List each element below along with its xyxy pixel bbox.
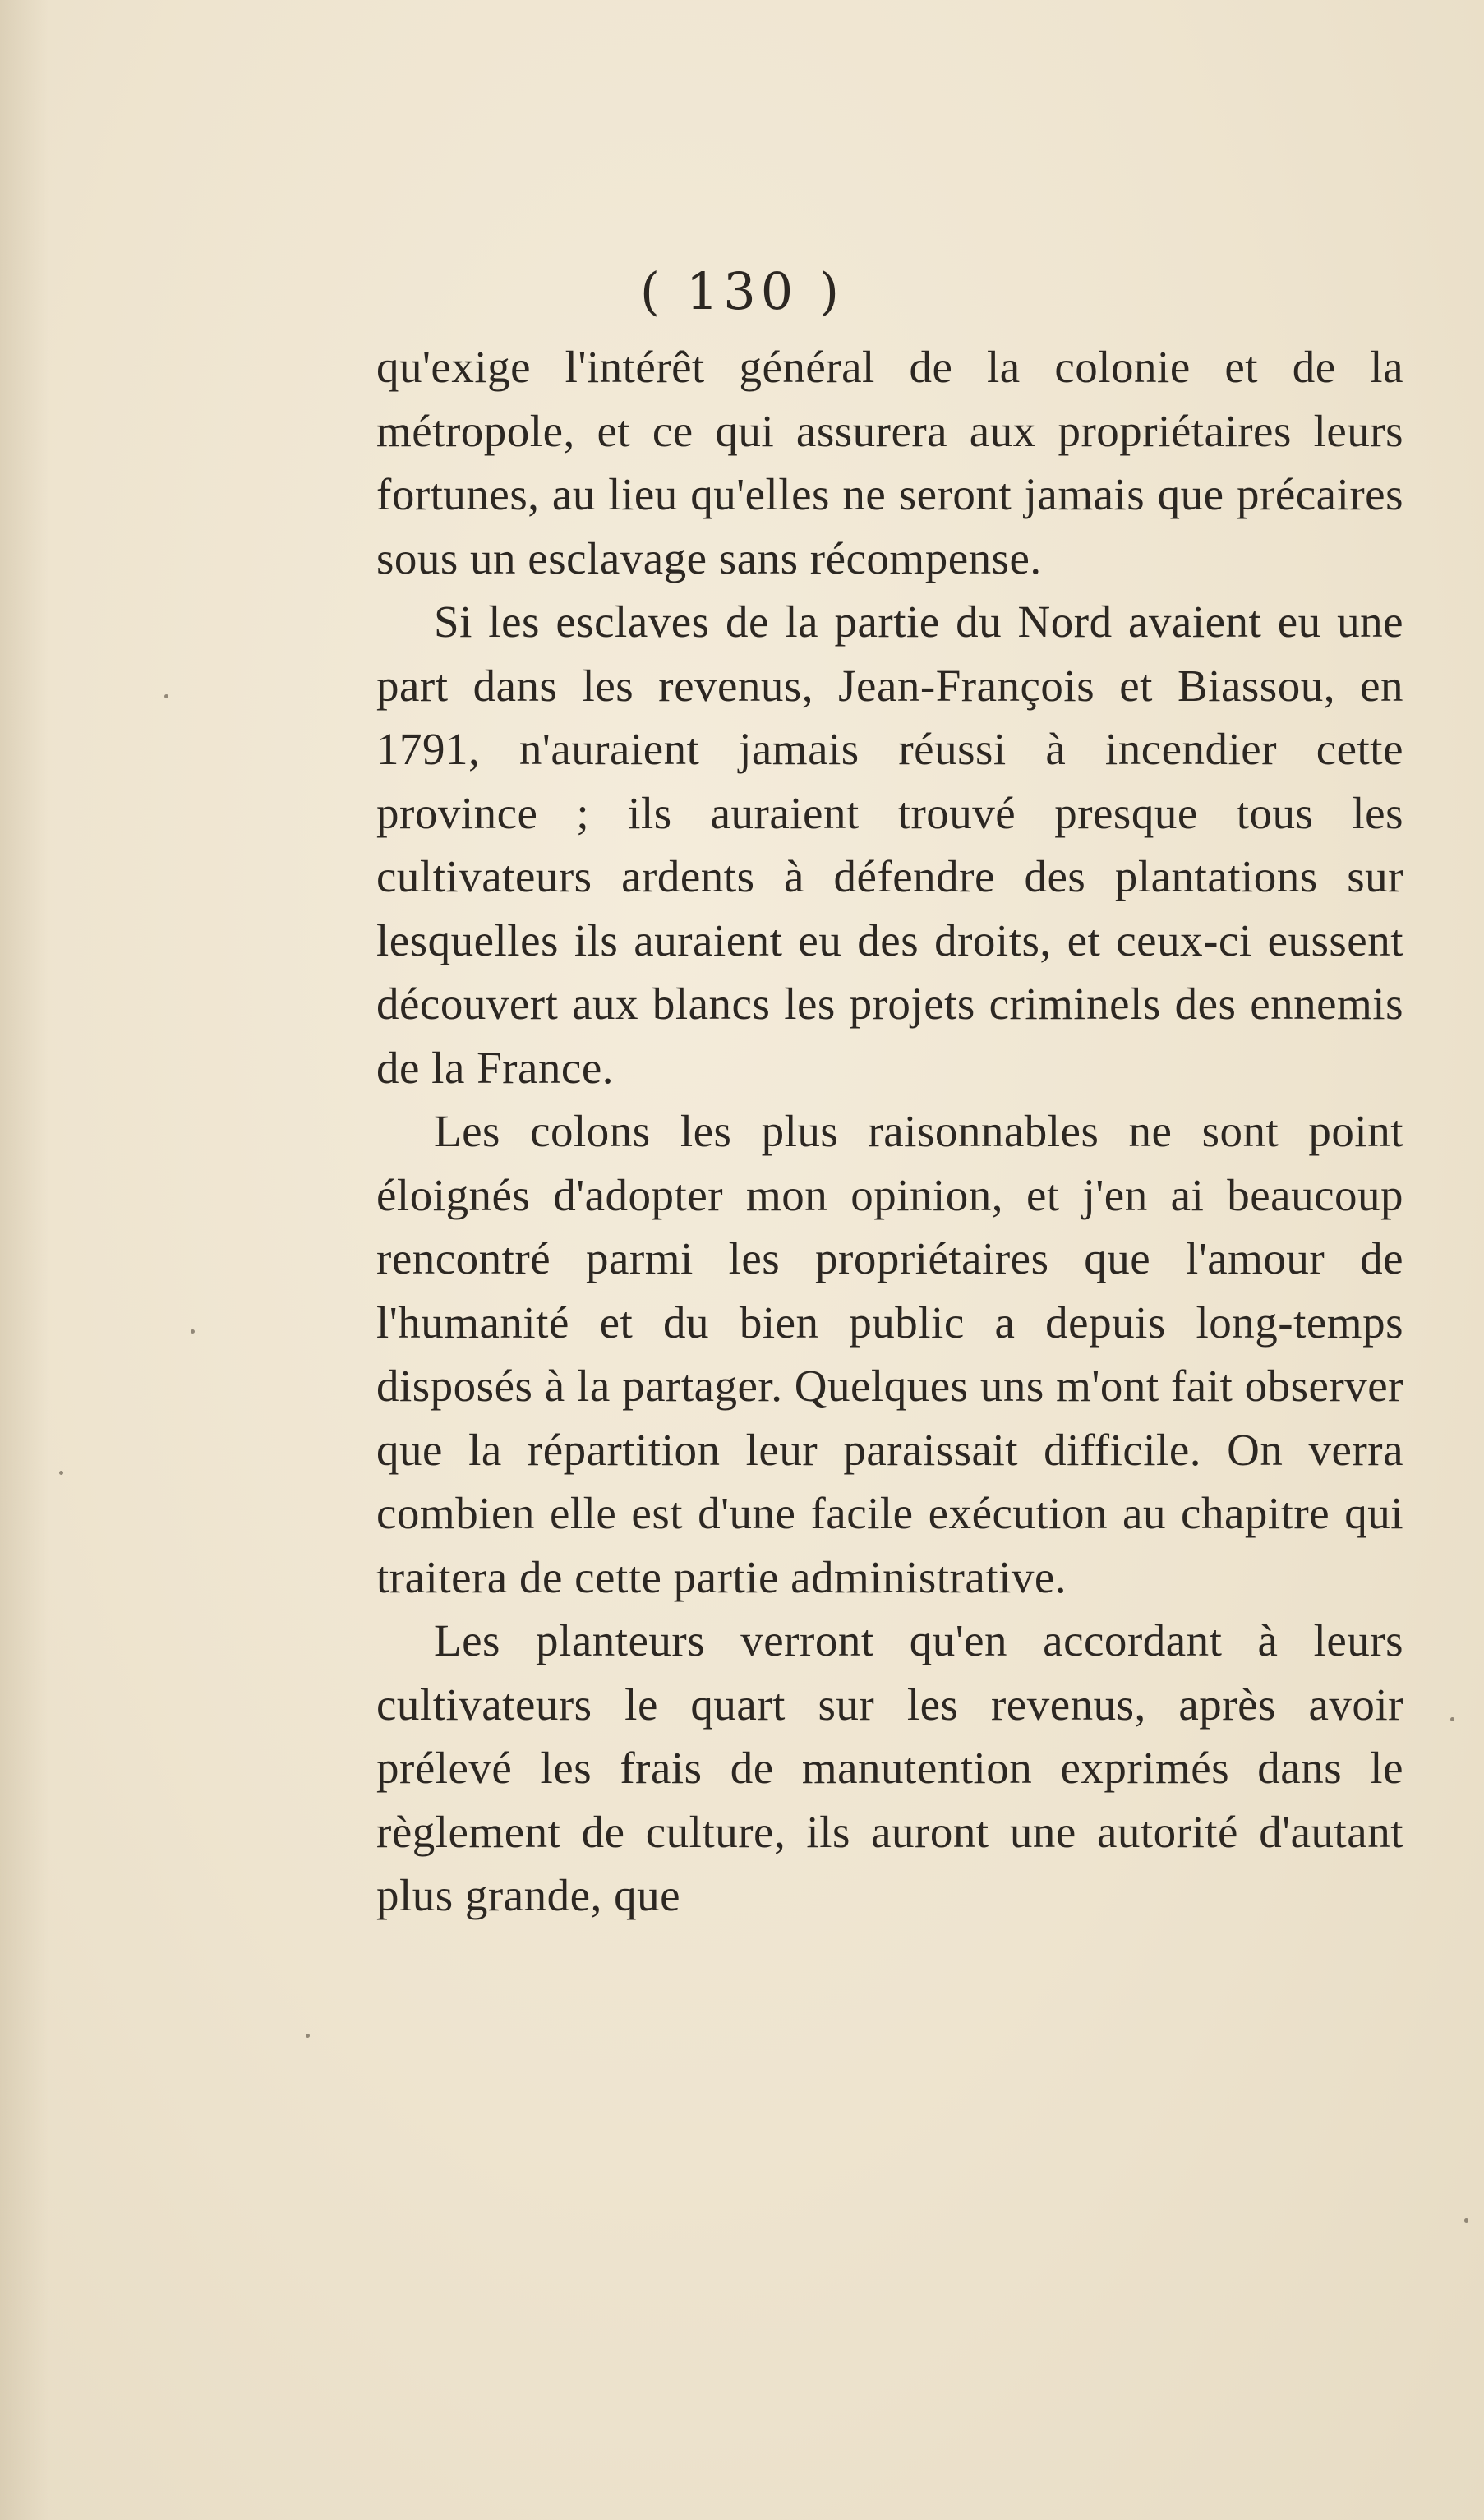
body-text xyxy=(376,335,1403,1928)
paper-speck xyxy=(1450,1717,1454,1721)
page-number: ( 130 ) xyxy=(639,261,845,321)
paper-speck xyxy=(306,2034,310,2038)
paper-speck xyxy=(191,1329,195,1334)
paragraph-1: qu'exige l'intérêt général de la colonie et de la métropole, et ce qui assurera aux propriétaires leurs fortunes, au lieu qu'elles ne seront jamais que précaires sous un esclavage sans récompense. xyxy=(376,342,1403,583)
paragraph-3: Les colons les plus raisonnables ne sont point éloignés d'adopter mon opinion, et j'en ai beaucoup rencontré parmi les propriétaires que l'amour de l'humanité et du bien public a depuis long-temps disposés à la partager. Quelques uns m'ont fait observer que la répartition leur paraissait difficile. On verra combien elle est d'une facile exécution au chapitre qui traitera de cette partie administrative. xyxy=(376,1106,1403,1602)
paragraph-2: Si les esclaves de la partie du Nord avaient eu une part dans les revenus, Jean-François et Biassou, en 1791, n'auraient jamais réussi à incendier cette province ; ils auraient trouvé presque tous les cultivateurs ardents à défendre des plantations sur lesquelles ils auraient eu des droits, et ceux-ci eussent découvert aux blancs les projets criminels des ennemis de la France. xyxy=(376,597,1403,1093)
paper-speck xyxy=(164,694,168,698)
paper-speck xyxy=(1464,2218,1468,2223)
paper-speck xyxy=(59,1471,63,1475)
paragraph-4: Les planteurs verront qu'en accordant à leurs cultivateurs le quart sur les revenus, après avoir prélevé les frais de manutention exprimés dans le règlement de culture, ils auront une autorité d'autant plus grande, que xyxy=(376,1615,1403,1920)
